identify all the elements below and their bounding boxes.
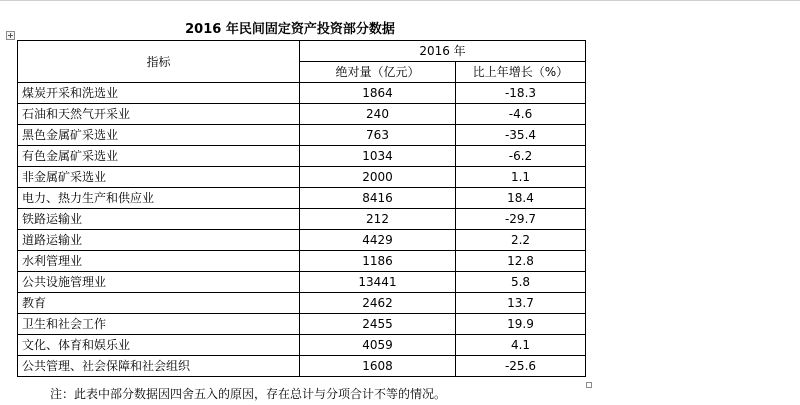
- table-row: [18, 293, 586, 314]
- year-header: 2016 年: [300, 41, 586, 62]
- abs-value-cell: 240: [300, 104, 456, 125]
- table-row: [18, 251, 586, 272]
- table-header-row-1: [18, 41, 586, 62]
- top-divider: [0, 0, 800, 1]
- indicator-cell: 公共设施管理业: [18, 272, 300, 293]
- abs-value-cell: 212: [300, 209, 456, 230]
- table-title: 2016 年民间固定资产投资部分数据: [185, 22, 395, 37]
- indicator-cell: 黑色金属矿采选业: [18, 125, 300, 146]
- table-row: [18, 188, 586, 209]
- growth-value-cell: 19.9: [456, 314, 586, 335]
- abs-value-cell: 4429: [300, 230, 456, 251]
- abs-value-cell: 8416: [300, 188, 456, 209]
- growth-value-cell: 4.1: [456, 335, 586, 356]
- abs-value-cell: 1034: [300, 146, 456, 167]
- growth-value-cell: 12.8: [456, 251, 586, 272]
- table-move-handle-icon[interactable]: [6, 31, 15, 40]
- table-row: [18, 356, 586, 377]
- indicator-cell: 电力、热力生产和供应业: [18, 188, 300, 209]
- table-row: [18, 335, 586, 356]
- indicator-cell: 煤炭开采和洗选业: [18, 83, 300, 104]
- table-row: [18, 230, 586, 251]
- abs-value-cell: 2462: [300, 293, 456, 314]
- indicator-cell: 公共管理、社会保障和社会组织: [18, 356, 300, 377]
- table-row: [18, 146, 586, 167]
- table-resize-handle-icon[interactable]: [586, 382, 592, 388]
- growth-value-cell: 1.1: [456, 167, 586, 188]
- growth-value-cell: -4.6: [456, 104, 586, 125]
- growth-value-cell: -29.7: [456, 209, 586, 230]
- growth-value-cell: -25.6: [456, 356, 586, 377]
- indicator-cell: 卫生和社会工作: [18, 314, 300, 335]
- indicator-cell: 非金属矿采选业: [18, 167, 300, 188]
- growth-value-cell: -18.3: [456, 83, 586, 104]
- growth-value-cell: 5.8: [456, 272, 586, 293]
- table-row: [18, 83, 586, 104]
- abs-value-cell: 13441: [300, 272, 456, 293]
- data-table: [17, 40, 586, 377]
- indicator-cell: 有色金属矿采选业: [18, 146, 300, 167]
- abs-value-cell: 1186: [300, 251, 456, 272]
- table-row: [18, 314, 586, 335]
- abs-value-cell: 2455: [300, 314, 456, 335]
- growth-value-cell: 2.2: [456, 230, 586, 251]
- indicator-cell: 铁路运输业: [18, 209, 300, 230]
- table-row: [18, 167, 586, 188]
- table-row: [18, 104, 586, 125]
- indicator-cell: 文化、体育和娱乐业: [18, 335, 300, 356]
- footnote: 注：此表中部分数据因四舍五入的原因，存在总计与分项合计不等的情况。: [50, 387, 447, 401]
- indicator-header: 指标: [18, 41, 300, 83]
- abs-value-cell: 1864: [300, 83, 456, 104]
- abs-value-cell: 4059: [300, 335, 456, 356]
- growth-header: 比上年增长（%）: [456, 62, 586, 83]
- indicator-cell: 水利管理业: [18, 251, 300, 272]
- indicator-cell: 教育: [18, 293, 300, 314]
- growth-value-cell: 18.4: [456, 188, 586, 209]
- table-row: [18, 272, 586, 293]
- indicator-cell: 道路运输业: [18, 230, 300, 251]
- table-row: [18, 209, 586, 230]
- indicator-cell: 石油和天然气开采业: [18, 104, 300, 125]
- abs-header: 绝对量（亿元）: [300, 62, 456, 83]
- table-row: [18, 125, 586, 146]
- growth-value-cell: -6.2: [456, 146, 586, 167]
- growth-value-cell: -35.4: [456, 125, 586, 146]
- abs-value-cell: 1608: [300, 356, 456, 377]
- abs-value-cell: 2000: [300, 167, 456, 188]
- table-body: [18, 83, 586, 377]
- abs-value-cell: 763: [300, 125, 456, 146]
- growth-value-cell: 13.7: [456, 293, 586, 314]
